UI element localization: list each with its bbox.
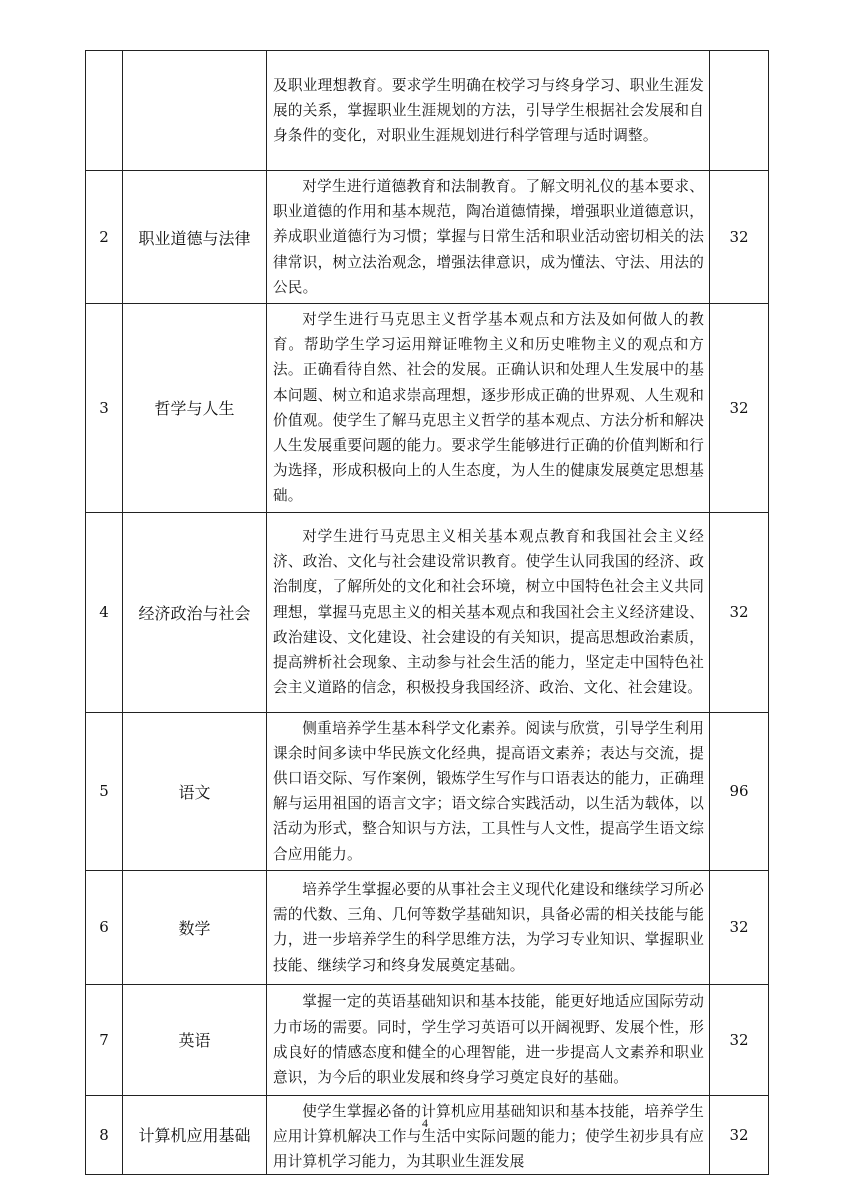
course-description: 对学生进行马克思主义哲学基本观点和方法及如何做人的教育。帮助学生学习运用辩证唯物主义和历史唯物主义的观点和方法。正确看待自然、社会的发展。正确认识和处理人生发展中的基本问题、树立和追求崇高理想，逐步形成正确的世界观、人生观和价值观。使学生了解马克思主义哲学的基本观点、方法分析和解决人生发展重要问题的能力。要求学生能够进行正确的价值判断和行为选择，形成积极向上的人生态度，为人生的健康发展奠定思想基础。 [273, 311, 704, 505]
course-description-cell [267, 171, 710, 304]
course-hours: 32 [710, 304, 769, 513]
course-name: 经济政治与社会 [123, 512, 267, 712]
course-number: 8 [86, 1095, 123, 1174]
table-row [86, 1095, 769, 1174]
course-hours: 32 [710, 512, 769, 712]
course-hours [710, 51, 769, 171]
course-description: 使学生掌握必备的计算机应用基础知识和基本技能，培养学生应用计算机解决工作与生活中实际问题的能力；使学生初步具有应用计算机学习能力，为其职业生涯发展 [273, 1102, 704, 1171]
course-number: 3 [86, 304, 123, 513]
course-number [86, 51, 123, 171]
course-description: 对学生进行马克思主义相关基本观点教育和我国社会主义经济、政治、文化与社会建设常识教育。使学生认同我国的经济、政治制度，了解所处的文化和社会环境，树立中国特色社会主义共同理想，掌握马克思主义的相关基本观点和我国社会主义经济建设、政治建设、文化建设、社会建设的有关知识，提高思想政治素质，提高辨析社会现象、主动参与社会生活的能力，坚定走中国特色社会主义道路的信念，积极投身我国经济、政治、文化、社会建设。 [273, 527, 704, 697]
course-hours: 96 [710, 712, 769, 870]
course-name: 语文 [123, 712, 267, 870]
course-description: 及职业理想教育。要求学生明确在校学习与终身学习、职业生涯发展的关系，掌握职业生涯规划的方法，引导学生根据社会发展和自身条件的变化，对职业生涯规划进行科学管理与适时调整。 [273, 76, 704, 145]
course-hours: 32 [710, 171, 769, 304]
course-name: 数学 [123, 870, 267, 984]
course-hours: 32 [710, 984, 769, 1095]
course-description: 侧重培养学生基本科学文化素养。阅读与欣赏，引导学生利用课余时间多读中华民族文化经典，提高语文素养；表达与交流，提供口语交际、写作案例，锻炼学生写作与口语表达的能力，正确理解与运用祖国的语言文字；语文综合实践活动，以生活为载体，以活动为形式，整合知识与方法，工具性与人文性，提高学生语文综合应用能力。 [273, 719, 704, 863]
course-table [85, 50, 769, 1175]
course-number: 4 [86, 512, 123, 712]
course-description-cell [267, 712, 710, 870]
course-description-cell [267, 51, 710, 171]
course-description: 掌握一定的英语基础知识和基本技能，能更好地适应国际劳动力市场的需要。同时，学生学习英语可以开阔视野、发展个性，形成良好的情感态度和健全的心理智能，进一步提高人文素养和职业意识，为今后的职业发展和终身学习奠定良好的基础。 [273, 993, 704, 1087]
course-number: 6 [86, 870, 123, 984]
course-name: 哲学与人生 [123, 304, 267, 513]
course-description: 对学生进行道德教育和法制教育。了解文明礼仪的基本要求、职业道德的作用和基本规范，陶冶道德情操，增强职业道德意识，养成职业道德行为习惯；掌握与日常生活和职业活动密切相关的法律常识，树立法治观念，增强法律意识，成为懂法、守法、用法的公民。 [273, 178, 704, 296]
course-name: 英语 [123, 984, 267, 1095]
course-hours: 32 [710, 870, 769, 984]
course-hours: 32 [710, 1095, 769, 1174]
course-name: 职业道德与法律 [123, 171, 267, 304]
course-description-cell [267, 304, 710, 513]
course-number: 2 [86, 171, 123, 304]
table-row [86, 712, 769, 870]
course-description-cell [267, 512, 710, 712]
course-name [123, 51, 267, 171]
table-row [86, 171, 769, 304]
course-number: 5 [86, 712, 123, 870]
course-description-cell [267, 984, 710, 1095]
table-row [86, 51, 769, 171]
table-row [86, 512, 769, 712]
course-name: 计算机应用基础 [123, 1095, 267, 1174]
page-number: 4 [422, 1116, 428, 1130]
table-row [86, 870, 769, 984]
course-description-cell [267, 1095, 710, 1174]
course-number: 7 [86, 984, 123, 1095]
course-description-cell [267, 870, 710, 984]
course-description: 培养学生掌握必要的从事社会主义现代化建设和继续学习所必需的代数、三角、几何等数学基础知识，具备必需的相关技能与能力，进一步培养学生的科学思维方法，为学习专业知识、掌握职业技能、继续学习和终身发展奠定基础。 [273, 880, 704, 974]
table-row [86, 984, 769, 1095]
table-row [86, 304, 769, 513]
